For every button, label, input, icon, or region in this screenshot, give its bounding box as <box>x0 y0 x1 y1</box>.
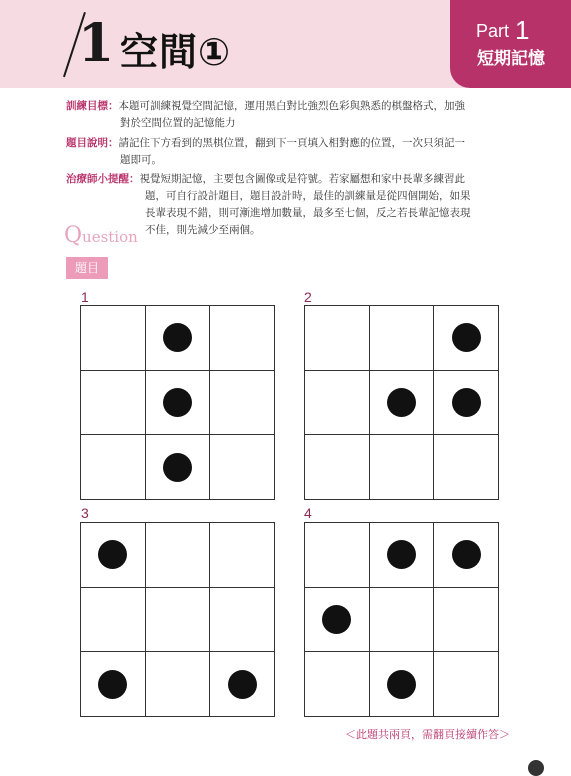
puzzle-number: 1 <box>81 289 89 305</box>
black-stone <box>98 540 127 569</box>
grid-cell <box>210 371 275 436</box>
info-question-desc <box>66 135 465 152</box>
grid-cell <box>434 652 499 717</box>
black-stone <box>452 323 481 352</box>
lesson-number: 1 <box>78 13 115 74</box>
grid-cell <box>305 435 370 500</box>
puzzle-grid-1 <box>80 305 275 500</box>
part-subtitle: 短期記憶 <box>477 49 545 69</box>
grid-cell <box>210 652 275 717</box>
info-text: 對於空間位置的記憶能力 <box>120 117 236 129</box>
grid-cell <box>305 306 370 371</box>
grid-cell <box>81 588 146 653</box>
part-label-line <box>476 15 530 45</box>
black-stone <box>228 670 257 699</box>
grid-cell <box>81 523 146 588</box>
black-stone <box>452 540 481 569</box>
grid-cell <box>210 523 275 588</box>
puzzle-number: 2 <box>304 289 312 305</box>
grid-cell <box>146 435 211 500</box>
info-text: 本題可訓練視覺空間記憶，運用黑白對比強烈色彩與熟悉的棋盤格式，加強 <box>118 100 465 112</box>
grid-cell <box>81 435 146 500</box>
info-therapist-tip-cont <box>145 188 471 205</box>
info-text: 請記住下方看到的黑棋位置，翻到下一頁填入相對應的位置，一次只須記一 <box>118 137 465 149</box>
grid-cell <box>146 523 211 588</box>
grid-cell <box>370 435 435 500</box>
grid-cell <box>146 371 211 436</box>
question-word-rest: uestion <box>82 228 138 246</box>
puzzle-grid-2 <box>304 305 499 500</box>
question-word <box>64 222 138 251</box>
grid-cell <box>305 523 370 588</box>
grid-cell <box>210 306 275 371</box>
info-therapist-tip-cont <box>145 205 471 222</box>
page-corner-mark <box>528 760 544 776</box>
black-stone <box>163 323 192 352</box>
black-stone <box>387 388 416 417</box>
grid-cell <box>370 306 435 371</box>
black-stone <box>163 388 192 417</box>
puzzle-grid-4 <box>304 522 499 717</box>
black-stone <box>322 605 351 634</box>
info-text: 長輩表現不錯，則可漸進增加數量，最多至七個，反之若長輩記憶表現 <box>145 207 471 219</box>
grid-cell <box>434 523 499 588</box>
info-text: 視覺短期記憶，主要包含圖像或是符號。若家屬想和家中長輩多練習此 <box>139 173 465 185</box>
footer-note: ＜此題共兩頁，需翻頁接續作答＞ <box>345 728 510 741</box>
black-stone <box>387 670 416 699</box>
grid-cell <box>81 371 146 436</box>
info-training-goal <box>66 98 465 115</box>
grid-cell <box>210 588 275 653</box>
grid-cell <box>370 588 435 653</box>
puzzle-number: 3 <box>81 505 89 521</box>
info-label: 訓練目標： <box>66 100 119 112</box>
info-label: 題目說明： <box>66 137 119 149</box>
puzzle-grid-3 <box>80 522 275 717</box>
question-tag: 題目 <box>66 257 108 279</box>
puzzle-number: 4 <box>304 505 312 521</box>
black-stone <box>163 453 192 482</box>
grid-cell <box>434 371 499 436</box>
info-text: 不佳，則先減少至兩個。 <box>145 224 261 236</box>
black-stone <box>387 540 416 569</box>
info-therapist-tip-cont <box>145 222 261 239</box>
part-label: Part <box>476 21 510 41</box>
black-stone <box>98 670 127 699</box>
info-training-goal-cont <box>120 115 236 132</box>
grid-cell <box>305 588 370 653</box>
page-title: 空間① <box>120 30 232 74</box>
question-word-initial: Q <box>64 223 83 248</box>
grid-cell <box>370 371 435 436</box>
info-label: 治療師小提醒： <box>66 173 140 185</box>
black-stone <box>452 388 481 417</box>
grid-cell <box>305 371 370 436</box>
grid-cell <box>434 435 499 500</box>
grid-cell <box>434 588 499 653</box>
info-text: 題即可。 <box>120 154 162 166</box>
grid-cell <box>146 306 211 371</box>
part-badge <box>450 0 571 88</box>
part-number: 1 <box>515 15 530 45</box>
grid-cell <box>434 306 499 371</box>
info-question-desc-cont <box>120 152 162 169</box>
grid-cell <box>210 435 275 500</box>
grid-cell <box>370 652 435 717</box>
grid-cell <box>81 652 146 717</box>
grid-cell <box>146 652 211 717</box>
grid-cell <box>146 588 211 653</box>
grid-cell <box>305 652 370 717</box>
grid-cell <box>81 306 146 371</box>
grid-cell <box>370 523 435 588</box>
info-text: 題，可自行設計題目，題目設計時，最佳的訓練量是從四個開始，如果 <box>145 190 471 202</box>
info-therapist-tip <box>66 171 465 188</box>
